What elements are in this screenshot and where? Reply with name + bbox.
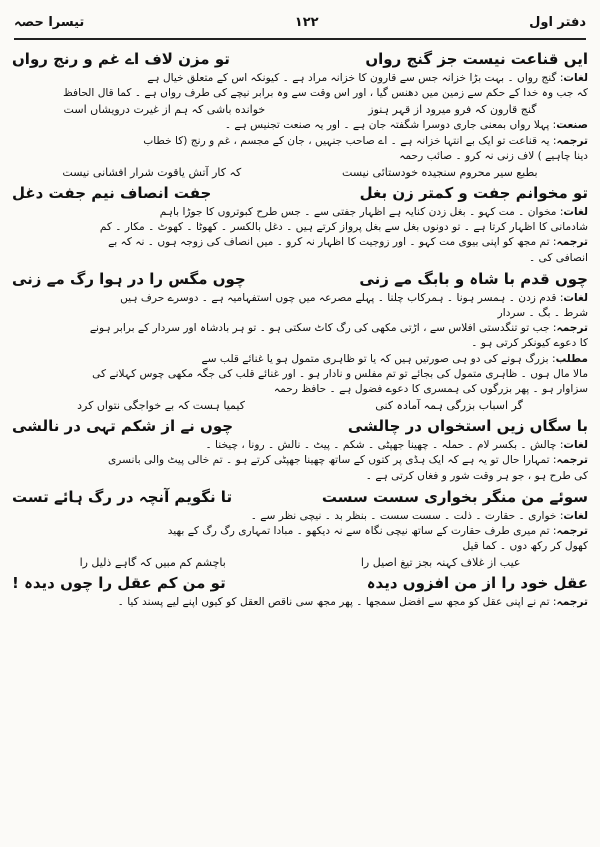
line-text: : خواری ۔ حقارت ۔ ذلت ۔ سست سست ۔ بنظر بد ۔ نیچی نظر سے ۔ xyxy=(250,509,564,522)
verse-couplet xyxy=(12,48,588,70)
hemistich-second: چوں مگس را در ہوا رگ مے زنی xyxy=(12,269,246,288)
text-line xyxy=(12,595,588,610)
line-text: دینا چاہیے ) لاف زنی نہ کرو ۔ صائب رحمہ xyxy=(399,149,588,162)
header-part: تیسرا حصہ xyxy=(14,14,85,30)
quoted-couplet xyxy=(12,555,588,570)
line-text: شرط ۔ بگ ۔ سردار xyxy=(497,307,588,320)
section-label: ترجمہ xyxy=(556,525,588,538)
text-line xyxy=(12,220,588,235)
verse-couplet xyxy=(12,268,588,290)
section-label: ترجمہ xyxy=(556,236,588,249)
hemistich-first: عقل خود را از من افزوں دیدہ xyxy=(366,574,588,593)
text-line xyxy=(12,367,588,382)
text-line xyxy=(12,509,588,524)
header-rule xyxy=(14,38,586,40)
section-label: ترجمہ xyxy=(556,134,588,147)
line-text: انصافی کی ۔ xyxy=(528,251,588,264)
header-volume: دفتر اول xyxy=(529,14,586,30)
line-text: کی طرح ہو ، جو ہر وقت شور و فغاں کرتی ہے ۔ xyxy=(365,469,588,482)
line-text: : تم مجھ کو اپنی بیوی مت کہو ۔ اور زوجیت کا اظہار نہ کرو ۔ میں انصاف کی زوجہ ہوں ۔ نہ کہ بے xyxy=(108,236,557,249)
text-line xyxy=(12,453,588,468)
verse-couplet xyxy=(12,182,588,204)
line-text: شادمانی کا اظہار کرتا ہے ۔ تو دونوں بغل سے بغل پرواز کرتے ہیں ۔ دغل بالکسر ۔ کھوٹا ۔ کھوٹ ۔ مکار ۔ کم xyxy=(99,221,588,234)
hemistich-second: کہ کار آتش یاقوت شرار افشانی نیست xyxy=(62,166,242,180)
line-text: مالا مال ہوں ۔ ظاہری متمول کی بجائے تو تم مفلس و نادار ہو ۔ اور غنائے قلب کی جگہ مکھی چوس کہلانے کی xyxy=(92,367,588,380)
section-label: ترجمہ xyxy=(556,322,588,335)
line-text: کہ جب وہ خدا کے حکم سے زمین میں دھنس گیا ، اور اس وقت سے وہ برابر نیچے کی طرف رواں ہے ۔ کما قال الحافظ xyxy=(62,87,588,100)
section-label: لغات xyxy=(563,509,588,522)
verse-couplet xyxy=(12,415,588,437)
text-line xyxy=(12,118,588,133)
line-text: : تم نے اپنی عقل کو مجھ سے افضل سمجھا ۔ پھر مجھ سی ناقص العقل کو کیوں اپنے لیے پسند کیا ۔ xyxy=(117,596,557,609)
hemistich-second: جفت انصاف نیم جفت دغل xyxy=(12,184,212,203)
line-text: سزاوار ہو ۔ پھر بزرگوں کی ہمسری کا دعوے فضول ہے ۔ حافظ رحمہ xyxy=(273,383,588,396)
hemistich-first: با سگاں زیں استخواں در چالشی xyxy=(347,417,588,436)
section-label: لغات xyxy=(563,291,588,304)
section-label: ترجمہ xyxy=(556,454,588,467)
line-text: : گنج رواں ۔ بہت بڑا خزانہ جس سے قارون کا خزانہ مراد ہے ۔ کیونکہ اس کے متعلق خیال ہے xyxy=(147,72,564,84)
hemistich-first: تو مخوانم جفت و کمتر زن بغل xyxy=(359,184,588,203)
line-text: : تم میری طرف حقارت کے ساتھ نیچی نگاہ سے نہ دیکھو ۔ مبادا تمہاری رگ رگ کے بھید xyxy=(167,525,557,538)
line-text: کا دعوے کیونکر کرتی ہو ۔ xyxy=(471,337,588,350)
hemistich-second: خوانده باشی کہ ہم از غیرت درویشاں است xyxy=(63,103,266,117)
hemistich-second: تو من کم عقل را چوں دیدہ ! xyxy=(12,574,226,593)
text-line xyxy=(12,321,588,336)
line-text: : پہلا رواں بمعنی جاری دوسرا شگفتہ جان ہے ۔ اور یہ صنعت تجنیس ہے ۔ xyxy=(224,119,557,132)
hemistich-second: باچشم کم مبیں کہ گاہے ذلیل را xyxy=(79,556,226,570)
hemistich-first: چوں قدم با شاہ و بابگ مے زنی xyxy=(359,269,588,288)
text-line xyxy=(12,71,588,86)
section-label: لغات xyxy=(563,72,588,84)
line-text: : چالش ۔ بکسر لام ۔ حملہ ۔ چھینا جھپٹی ۔ شکم ۔ پیٹ ۔ نالش ۔ رونا ، چیخنا ۔ xyxy=(205,439,564,452)
page-header xyxy=(14,6,586,38)
text-line xyxy=(12,352,588,367)
text-line xyxy=(12,86,588,101)
line-text: : یہ قناعت تو ایک بے انتہا خزانہ ہے ۔ اے صاحب جنہیں ، جان کے مجسم ، غم و رنج (کا خطاب xyxy=(143,134,557,147)
hemistich-second: چوں نے از شکم تہی در نالشی xyxy=(12,417,234,436)
text-line xyxy=(12,251,588,266)
section-label: لغات xyxy=(563,439,588,452)
hemistich-second: کیمیا ہست کہ بے خواجگی نتواں کرد xyxy=(77,399,245,413)
hemistich-first: بطبع سیر محروم سنجیده خودستائی نیست xyxy=(342,166,538,180)
text-line xyxy=(12,134,588,149)
hemistich-first: سوئے من منگر بخواری سست سست xyxy=(321,487,588,506)
verse-couplet xyxy=(12,486,588,508)
text-line xyxy=(12,382,588,397)
hemistich-first: عیب از غلاف کہنہ بجز تیغ اصیل را xyxy=(360,556,521,570)
page-body xyxy=(12,46,588,841)
hemistich-second: تو مزن لاف اے غم و رنج رواں xyxy=(12,50,230,68)
quoted-couplet xyxy=(12,398,588,413)
section-label: ترجمہ xyxy=(556,596,588,609)
hemistich-first: گر اسباب بزرگی ہمہ آمادہ کنی xyxy=(375,399,523,413)
text-line xyxy=(12,205,588,220)
page-number: ۱۲۲ xyxy=(294,14,319,30)
text-line xyxy=(12,291,588,306)
line-text: : جب تو تنگدستی افلاس سے ، اڑتی مکھی کی رگ کاٹ سکتی ہو ۔ تو ہر بادشاہ اور سردار کے برابر ہونے xyxy=(89,322,557,335)
line-text: : قدم زدن ۔ ہمسر ہونا ۔ ہمرکاب چلنا ۔ پہلے مصرعہ میں چوں استفہامیہ ہے ۔ دوسرے حرف ہیں xyxy=(120,291,564,304)
line-text: کھول کر رکھ دوں ۔ کما قیل xyxy=(462,540,588,553)
line-text: : تمہارا حال تو یہ ہے کہ ایک ہڈی پر کتوں کے ساتھ چھینا جھپٹی کرتے ہو ۔ تم خالی پیٹ والی بانسری xyxy=(107,454,557,467)
quoted-couplet xyxy=(12,102,588,117)
text-line xyxy=(12,306,588,321)
hemistich-first: گنج قارون کہ فرو میرود از قہر ہنوز xyxy=(368,103,537,117)
line-text: : بزرگ ہونے کی دو ہی صورتیں ہیں کہ یا تو ظاہری متمول ہو یا غنائے قلب سے xyxy=(201,352,556,365)
section-label: لغات xyxy=(563,206,588,219)
line-text: : مخوان ۔ مت کہو ۔ بغل زدن کنایہ ہے اظہار جفتی سے ۔ جس طرح کبوتروں کا جوڑا باہم xyxy=(159,206,564,219)
section-label: صنعت xyxy=(556,119,588,132)
text-line xyxy=(12,469,588,484)
text-line xyxy=(12,149,588,164)
section-label: مطلب xyxy=(555,352,588,365)
hemistich-second: تا نگویم آنچہ در رگ ہائے تست xyxy=(12,487,233,506)
text-line xyxy=(12,438,588,453)
text-line xyxy=(12,336,588,351)
hemistich-first: ایں قناعت نیست جز گنج رواں xyxy=(365,50,588,68)
text-line xyxy=(12,539,588,554)
text-line xyxy=(12,524,588,539)
quoted-couplet xyxy=(12,165,588,180)
verse-couplet xyxy=(12,572,588,594)
text-line xyxy=(12,235,588,250)
